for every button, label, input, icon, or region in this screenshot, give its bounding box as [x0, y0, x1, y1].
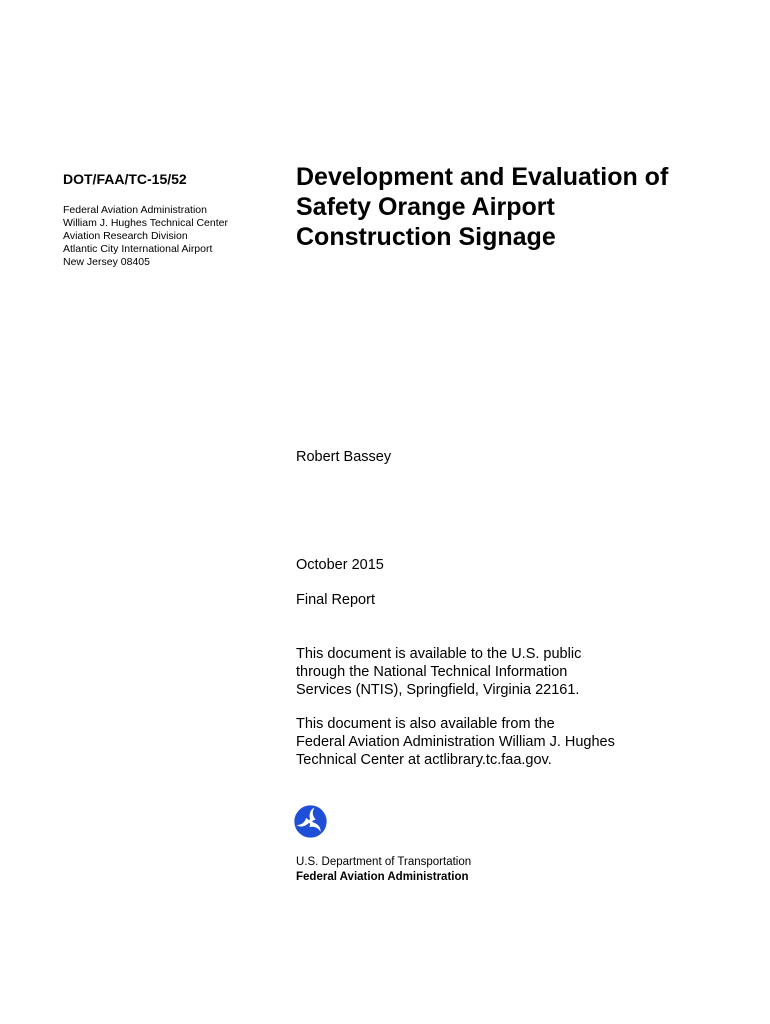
author-name: Robert Bassey	[296, 449, 392, 465]
organization-line: Federal Aviation Administration	[63, 204, 207, 216]
paragraph-line: Services (NTIS), Springfield, Virginia 22161.	[296, 682, 580, 698]
report-type: Final Report	[296, 592, 375, 608]
agency-name: Federal Aviation Administration	[296, 871, 469, 883]
title-line: Safety Orange Airport	[296, 193, 555, 221]
paragraph-line: through the National Technical Information	[296, 664, 568, 680]
department-name: U.S. Department of Transportation	[296, 856, 472, 868]
title-line: Construction Signage	[296, 223, 556, 251]
report-info-column	[63, 170, 278, 269]
title-line: Development and Evaluation of	[296, 163, 669, 191]
publication-date: October 2015	[296, 557, 384, 573]
dot-triskelion-icon	[294, 805, 327, 838]
paragraph-line: Federal Aviation Administration William J. Hughes	[296, 734, 615, 750]
document-title	[296, 162, 746, 252]
organization-address	[63, 204, 278, 269]
organization-line: Aviation Research Division	[63, 230, 188, 242]
paragraph-line: This document is available to the U.S. public	[296, 646, 582, 662]
title-block	[296, 162, 746, 252]
paragraph-line: This document is also available from the	[296, 716, 555, 732]
availability-ntis-paragraph	[296, 645, 736, 699]
organization-line: William J. Hughes Technical Center	[63, 217, 228, 229]
organization-line: Atlantic City International Airport	[63, 243, 213, 255]
availability-tc-paragraph	[296, 715, 736, 769]
report-number: DOT/FAA/TC-15/52	[63, 171, 187, 187]
issuing-agency	[296, 855, 471, 885]
paragraph-line: Technical Center at actlibrary.tc.faa.gov.	[296, 752, 552, 768]
organization-line: New Jersey 08405	[63, 256, 150, 268]
dot-logo-graphic	[294, 805, 327, 838]
